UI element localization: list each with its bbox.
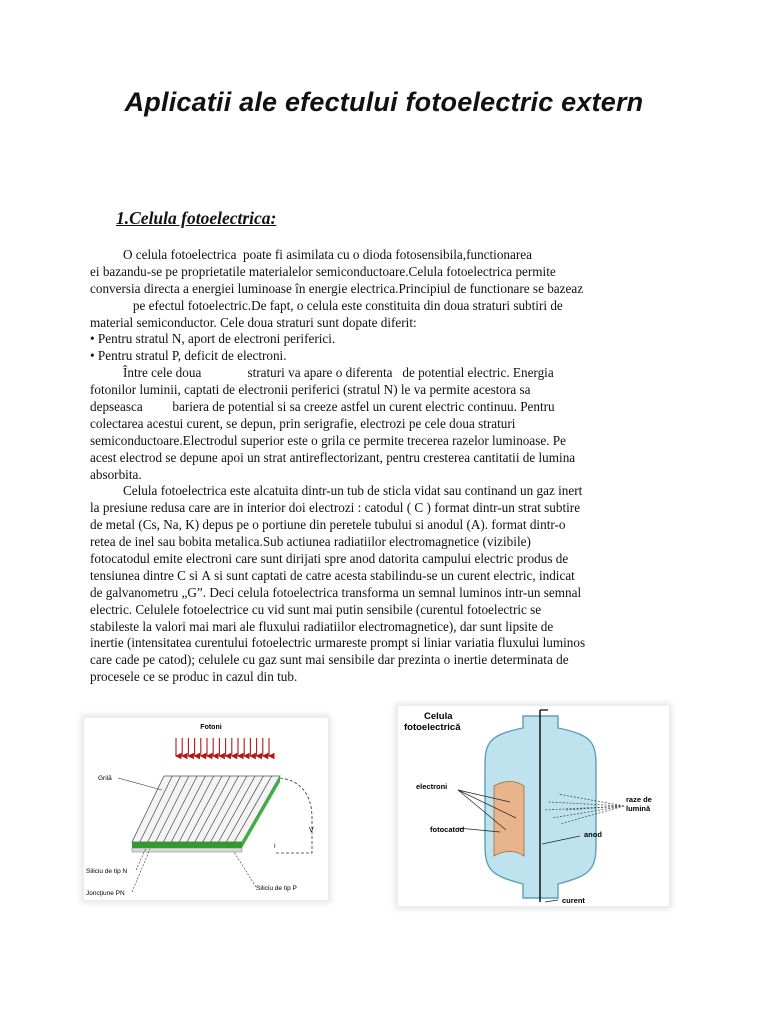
fig1-label-n: Siliciu de tip N <box>86 868 128 875</box>
body-line: retea de inel sau bobita metalica.Sub actiunea radiatiilor electromagnetice (vizibile) <box>90 534 531 550</box>
body-line: O celula fotoelectrica poate fi asimilata cu o dioda fotosensibila,functionarea <box>90 247 532 262</box>
fig1-label-grila: Grilă <box>98 775 112 782</box>
body-line: care cade pe catod); celulele cu gaz sunt mai sensibile dar prezinta o inertie determinata de <box>90 652 569 668</box>
body-line: Celula fotoelectrica este alcatuita dintr-un tub de sticla vidat sau continand un gaz inert <box>90 483 583 499</box>
fig2-title-line2: fotoelectrică <box>404 722 461 733</box>
fig1-label-fotoni: Fotoni <box>200 724 222 731</box>
section-heading: 1.Celula fotoelectrica: <box>116 208 277 228</box>
body-line: stabileste la valori mai mari ale fluxului radiatiilor electromagnetice), dar sunt lipsite de <box>90 618 554 634</box>
fig1-label-v: V <box>309 827 314 834</box>
body-line: conversia directa a energiei luminoase în energie electrica.Principiul de functionare se bazeaz <box>90 280 584 296</box>
body-line: • Pentru stratul N, aport de electroni periferici. <box>90 331 336 347</box>
cell-bottom <box>132 848 242 852</box>
body-line: inertie (intensitatea curentului fotoelectric urmareste prompt si liniar variatia fluxului luminos <box>90 635 586 651</box>
fig2-label-raze2: lumină <box>626 804 651 813</box>
fig2-label-raze1: raze de <box>626 795 652 804</box>
body-line: depseasca bariera de potential si sa creeze astfel un curent electric continuu. Pentru <box>90 399 555 415</box>
body-line: • Pentru stratul P, deficit de electroni. <box>90 348 287 364</box>
body-line: tensiunea dintre C si A si sunt captati de catre acesta stabilindu-se un curent electric, indicat <box>90 567 575 583</box>
photocathode <box>494 782 524 857</box>
body-text <box>90 247 690 686</box>
figure-solar-cell <box>84 718 328 900</box>
fig2-label-anod: anod <box>584 830 602 839</box>
circuit-wire <box>274 778 312 853</box>
body-line: de galvanometru „G”. Deci celula fotoelectrica transforma un semnal luminos intr-un semnal <box>90 584 582 600</box>
fig2-label-electroni: electroni <box>416 782 448 791</box>
body-line: material semiconductor. Cele doua straturi sunt dopate diferit: <box>90 314 417 330</box>
body-line: acest electrod se depune apoi un strat antireflectorizant, pentru cresterea cantitatii de lumina <box>90 449 576 465</box>
body-line: absorbita. <box>90 466 142 482</box>
body-line: de metal (Cs, Na, K) depus pe o portiune din peretele tubului si anodul (A). format dintr-o <box>90 517 566 533</box>
page-title: Aplicatii ale efectului fotoelectric extern <box>124 87 644 117</box>
body-line: colectarea acestui curent, se depun, prin serigrafie, electrozi pe cele doua straturi <box>90 415 516 431</box>
body-line: electric. Celulele fotoelectrice cu vid sunt mai putin sensibile (curentul fotoelectric se <box>90 601 542 617</box>
body-line: fotocatodul emite electroni care sunt dirijati spre anod datorita campului electric produs de <box>90 551 569 567</box>
fig1-label-p: Siliciu de tip P <box>256 885 297 892</box>
body-line: procesele ce se produc in cazul din tub. <box>90 669 298 685</box>
cell-green-layer <box>132 842 242 848</box>
body-line: semiconductoare.Electrodul superior este o grila ce permite trecerea razelor luminoase. Pe <box>90 432 566 448</box>
fig2-label-fotocatod: fotocatod <box>430 825 465 834</box>
fig2-title-line1: Celula <box>424 711 453 722</box>
body-line: pe efectul fotoelectric.De fapt, o celula este constituita din doua straturi subtiri de <box>90 297 563 313</box>
figure-photo-tube <box>398 706 669 906</box>
photon-arrows <box>176 738 269 756</box>
body-line: fotonilor luminii, captati de electronii periferici (stratul N) le va permite acestora sa <box>90 382 531 398</box>
fig1-label-i: I <box>274 844 276 850</box>
body-line: ei bazandu-se pe proprietatile materialelor semiconductoare.Celula fotoelectrica permite <box>90 263 556 279</box>
body-line: la presiune redusa care are in interior doi electrozi : catodul ( C ) format dintr-un strat subtire <box>90 500 581 516</box>
fig2-label-curent: curent <box>562 896 585 905</box>
fig1-label-junction: Joncţiune PN <box>86 890 125 897</box>
body-line: Între cele doua straturi va apare o diferenta de potential electric. Energia <box>90 365 554 381</box>
